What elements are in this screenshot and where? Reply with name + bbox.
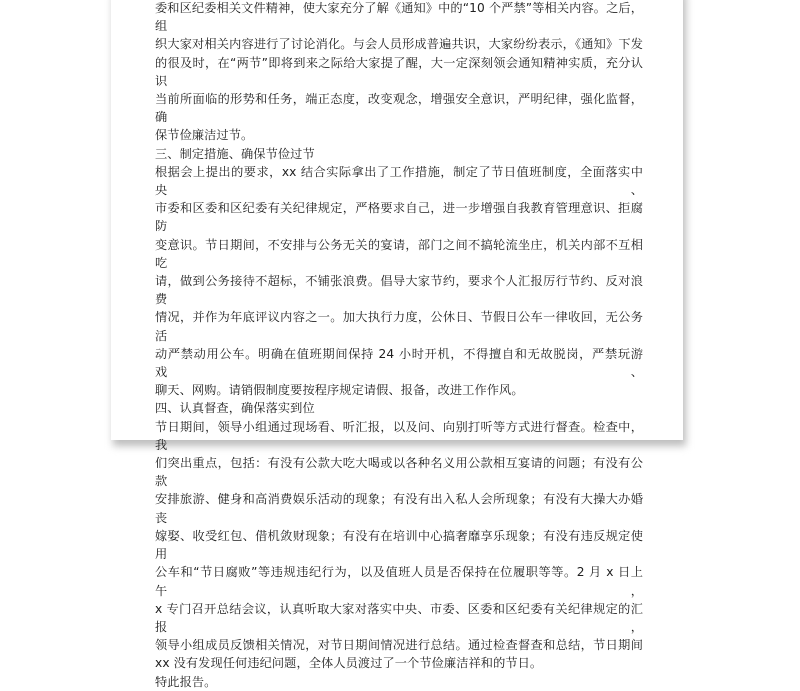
text-line: 变意识。节日期间，不安排与公务无关的宴请，部门之间不搞轮流坐庄，机关内部不互相吃 (155, 237, 643, 270)
text-line: 嫁娶、收受红包、借机敛财现象；有没有在培训中心搞奢靡享乐现象；有没有违反规定使用 (155, 528, 643, 562)
text-line: 根据会上提出的要求，xx 结合实际拿出了工作措施，制定了节日值班制度，全面落实中央、 (155, 164, 643, 198)
text-line: 的很及时，在“两节”即将到来之际给大家提了醒，大一定深刻领会通知精神实质，充分认识 (155, 55, 643, 88)
text-line: 聊天、网购。请销假制度要按程序规定请假、报备，改进工作作风。 (155, 383, 524, 398)
text-line: 情况，并作为年底评议内容之一。加大执行力度，公休日、节假日公车一律收回，无公务活 (155, 310, 643, 343)
document-page (111, 0, 683, 689)
text-line: 领导小组成员反馈相关情况，对节日期间情况进行总结。通过检查督查和总结，节日期间 (155, 638, 643, 653)
text-line: 动严禁动用公车。明确在值班期间保持 24 小时开机，不得擅自和无故脱岗，严禁玩游戏、 (155, 346, 643, 380)
text-line: 四、认真督查，确保落实到位 (155, 401, 315, 416)
text-line: 们突出重点，包括：有没有公款大吃大喝或以各种名义用公款相互宴请的问题；有没有公款 (155, 456, 643, 489)
text-line: 节日期间，领导小组通过现场看、听汇报，以及问、向别打听等方式进行督查。检查中，我 (155, 419, 643, 452)
text-line: 三、制定措施、确保节俭过节 (155, 146, 315, 161)
text-line: 织大家对相关内容进行了讨论消化。与会人员形成普遍共识，大家纷纷表示，《通知》下发 (155, 37, 643, 52)
text-line: 委和区纪委相关文件精神，使大家充分了解《通知》中的“10 个严禁”等相关内容。之后，组 (155, 1, 643, 34)
text-line: 保节俭廉洁过节。 (155, 128, 254, 143)
text-line: x 专门召开总结会议，认真听取大家对落实中央、市委、区委和区纪委有关纪律规定的汇报， (155, 601, 643, 634)
text-line: 安排旅游、健身和高消费娱乐活动的现象；有没有出入私人会所现象；有没有大操大办婚丧 (155, 492, 643, 525)
text-line: 当前所面临的形势和任务，端正态度，改变观念，增强安全意识，严明纪律，强化监督，确 (155, 92, 643, 125)
text-line: 市委和区委和区纪委有关纪律规定，严格要求自己，进一步增强自我教育管理意识、拒腐防 (155, 201, 643, 234)
text-line: 公车和“节日腐败”等违规违纪行为，以及值班人员是否保持在位履职等等。2 月 x 日上午， (155, 565, 643, 598)
text-line: 特此报告。 (155, 674, 217, 689)
document-body (155, 0, 643, 691)
text-line: 请，做到公务接待不超标，不铺张浪费。倡导大家节约，要求个人汇报厉行节约、反对浪费 (155, 274, 643, 307)
text-line: xx 没有发现任何违纪问题，全体人员渡过了一个节俭廉洁祥和的节日。 (155, 656, 543, 671)
